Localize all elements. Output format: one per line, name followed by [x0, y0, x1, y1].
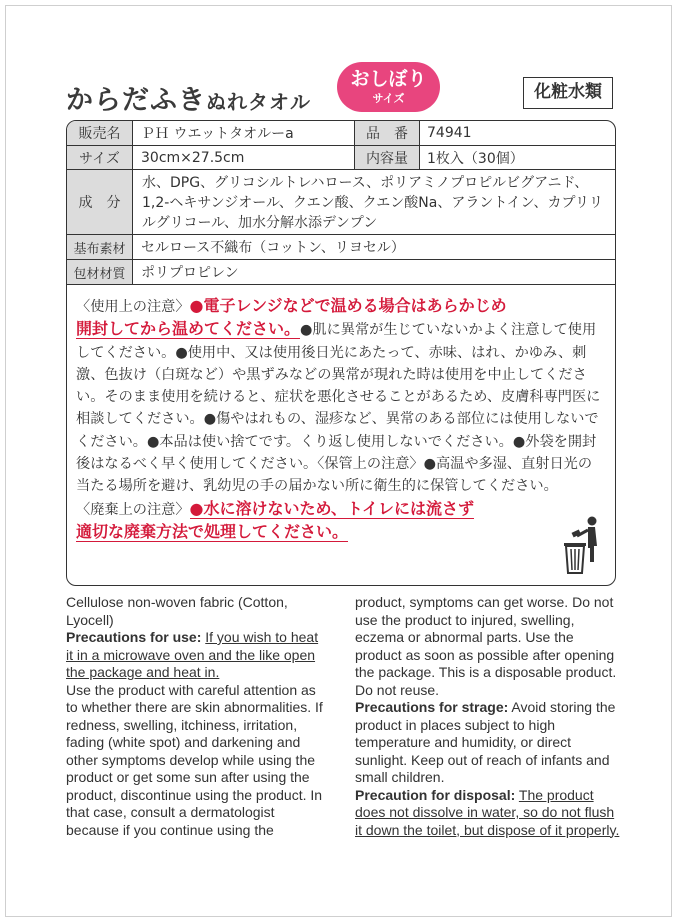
use-body: ●肌に異常が生じていないかよく注意して使用してください。●使用中、又は使用後日光にあたって、赤味、はれ、かゆみ、刺激、色抜け（白斑など）や黒ずみなどの異常が現れた時は使用を中止してください。そのまま使用を続けると、症状を悪化させることがあるため、皮膚科専門医に相談してください。●傷やはれもの、湿疹など、異常のある部位には使用しないでください。●本品は使い捨てです。くり返し使用しないでください。●外袋を開封後はなるべく早く使用してください。 [76, 322, 601, 473]
en-storage-heading: Precautions for strage: [355, 699, 509, 715]
en-storage-body: Avoid storing the product in places subject to high temperature and humidity, or direct sunlight. Keep out of reach of infants and small children. [355, 699, 616, 785]
category-box: 化粧水類 [523, 77, 613, 109]
row-wrap-material [67, 260, 615, 285]
ingredients-value: 水、DPG、グリコシルトレハロース、ポリアミノプロピルビグアニド、1,2-ヘキサンジオール、クエン酸、クエン酸Na、アラントイン、カプリリルグリコール、加水分解水添デンプン [142, 175, 603, 231]
number-label: 品 番 [354, 121, 420, 145]
storage-heading: 〈保管上の注意〉 [317, 456, 424, 473]
use-warning-1: ●電子レンジなどで温める場合はあらかじめ [189, 296, 507, 315]
disposal-warning-2: 適切な廃棄方法で処理してください。 [76, 521, 349, 541]
row-ingredients [67, 170, 615, 235]
row-sales-name [67, 121, 615, 146]
product-title [66, 78, 311, 117]
size-badge [337, 62, 440, 112]
row-base-material [67, 235, 615, 260]
number-value: 74941 [427, 125, 472, 141]
disposal-warning-1: ●水に溶けないため、トイレには流さず [189, 498, 475, 518]
size-label: サイズ [67, 146, 133, 169]
title-main: からだふき [66, 85, 206, 116]
ingredients-label: 成 分 [67, 170, 133, 234]
en-use-body: Use the product with careful attention as to whether there are skin abnormalities. If redness, swelling, itchiness, irritation, fading (white spot) and darkening and other symptoms develop while using the product or get some sun after using the product, discontinue using the product. In that case, consult a dermatologist because if you continue using the [66, 681, 323, 838]
precautions-text [76, 295, 606, 544]
base-value: セルロース不織布（コットン、リヨセル） [141, 240, 405, 256]
storage-body: ●高温や多湿、直射日光の当たる場所を避け、乳幼児の手の届かない所に衛生的に保管してください。 [76, 456, 593, 495]
en-disposal-body: The product does not dissolve in water, so do not flush it down the toilet, but dispose of it properly. [355, 786, 620, 838]
contents-value: 1枚入（30個） [427, 150, 524, 167]
en-use-warning: If you wish to heat it in a microwave oven and the like open the package and heat in. [66, 629, 319, 680]
en-base-material: Cellulose non-woven fabric (Cotton, Lyocell) [66, 594, 288, 628]
title-small: ぬれタオル [206, 90, 311, 114]
english-column-left [66, 594, 328, 839]
en-disposal-heading: Precaution for disposal: [355, 786, 516, 803]
row-size [67, 146, 615, 170]
sales-name-label: 販売名 [67, 121, 133, 145]
wrap-value: ポリプロピレン [141, 265, 239, 281]
use-heading: 〈使用上の注意〉 [76, 299, 190, 315]
en-use-heading: Precautions for use: [66, 629, 202, 645]
trash-bin-person-icon [563, 516, 603, 576]
contents-label: 内容量 [354, 146, 420, 169]
badge-sub: サイズ [372, 92, 405, 105]
base-label: 基布素材 [67, 235, 133, 259]
en-use-body-continued: product, symptoms can get worse. Do not use the product to injured, swelling, eczema or abnormal parts. Use the product as soon as possible after opening the package. This is a disposable product. Do not reuse. [355, 594, 617, 698]
sales-name-value: ＰＨ ウエットタオルーa [141, 126, 294, 142]
english-column-right [355, 594, 623, 839]
disposal-heading: 〈廃棄上の注意〉 [76, 501, 190, 518]
size-value: 30cm×27.5cm [141, 149, 245, 166]
wrap-label: 包材材質 [67, 260, 133, 284]
use-warning-2: 開封してから温めてください。 [76, 319, 301, 339]
badge-main: おしぼり [350, 68, 427, 90]
info-panel [66, 120, 616, 586]
